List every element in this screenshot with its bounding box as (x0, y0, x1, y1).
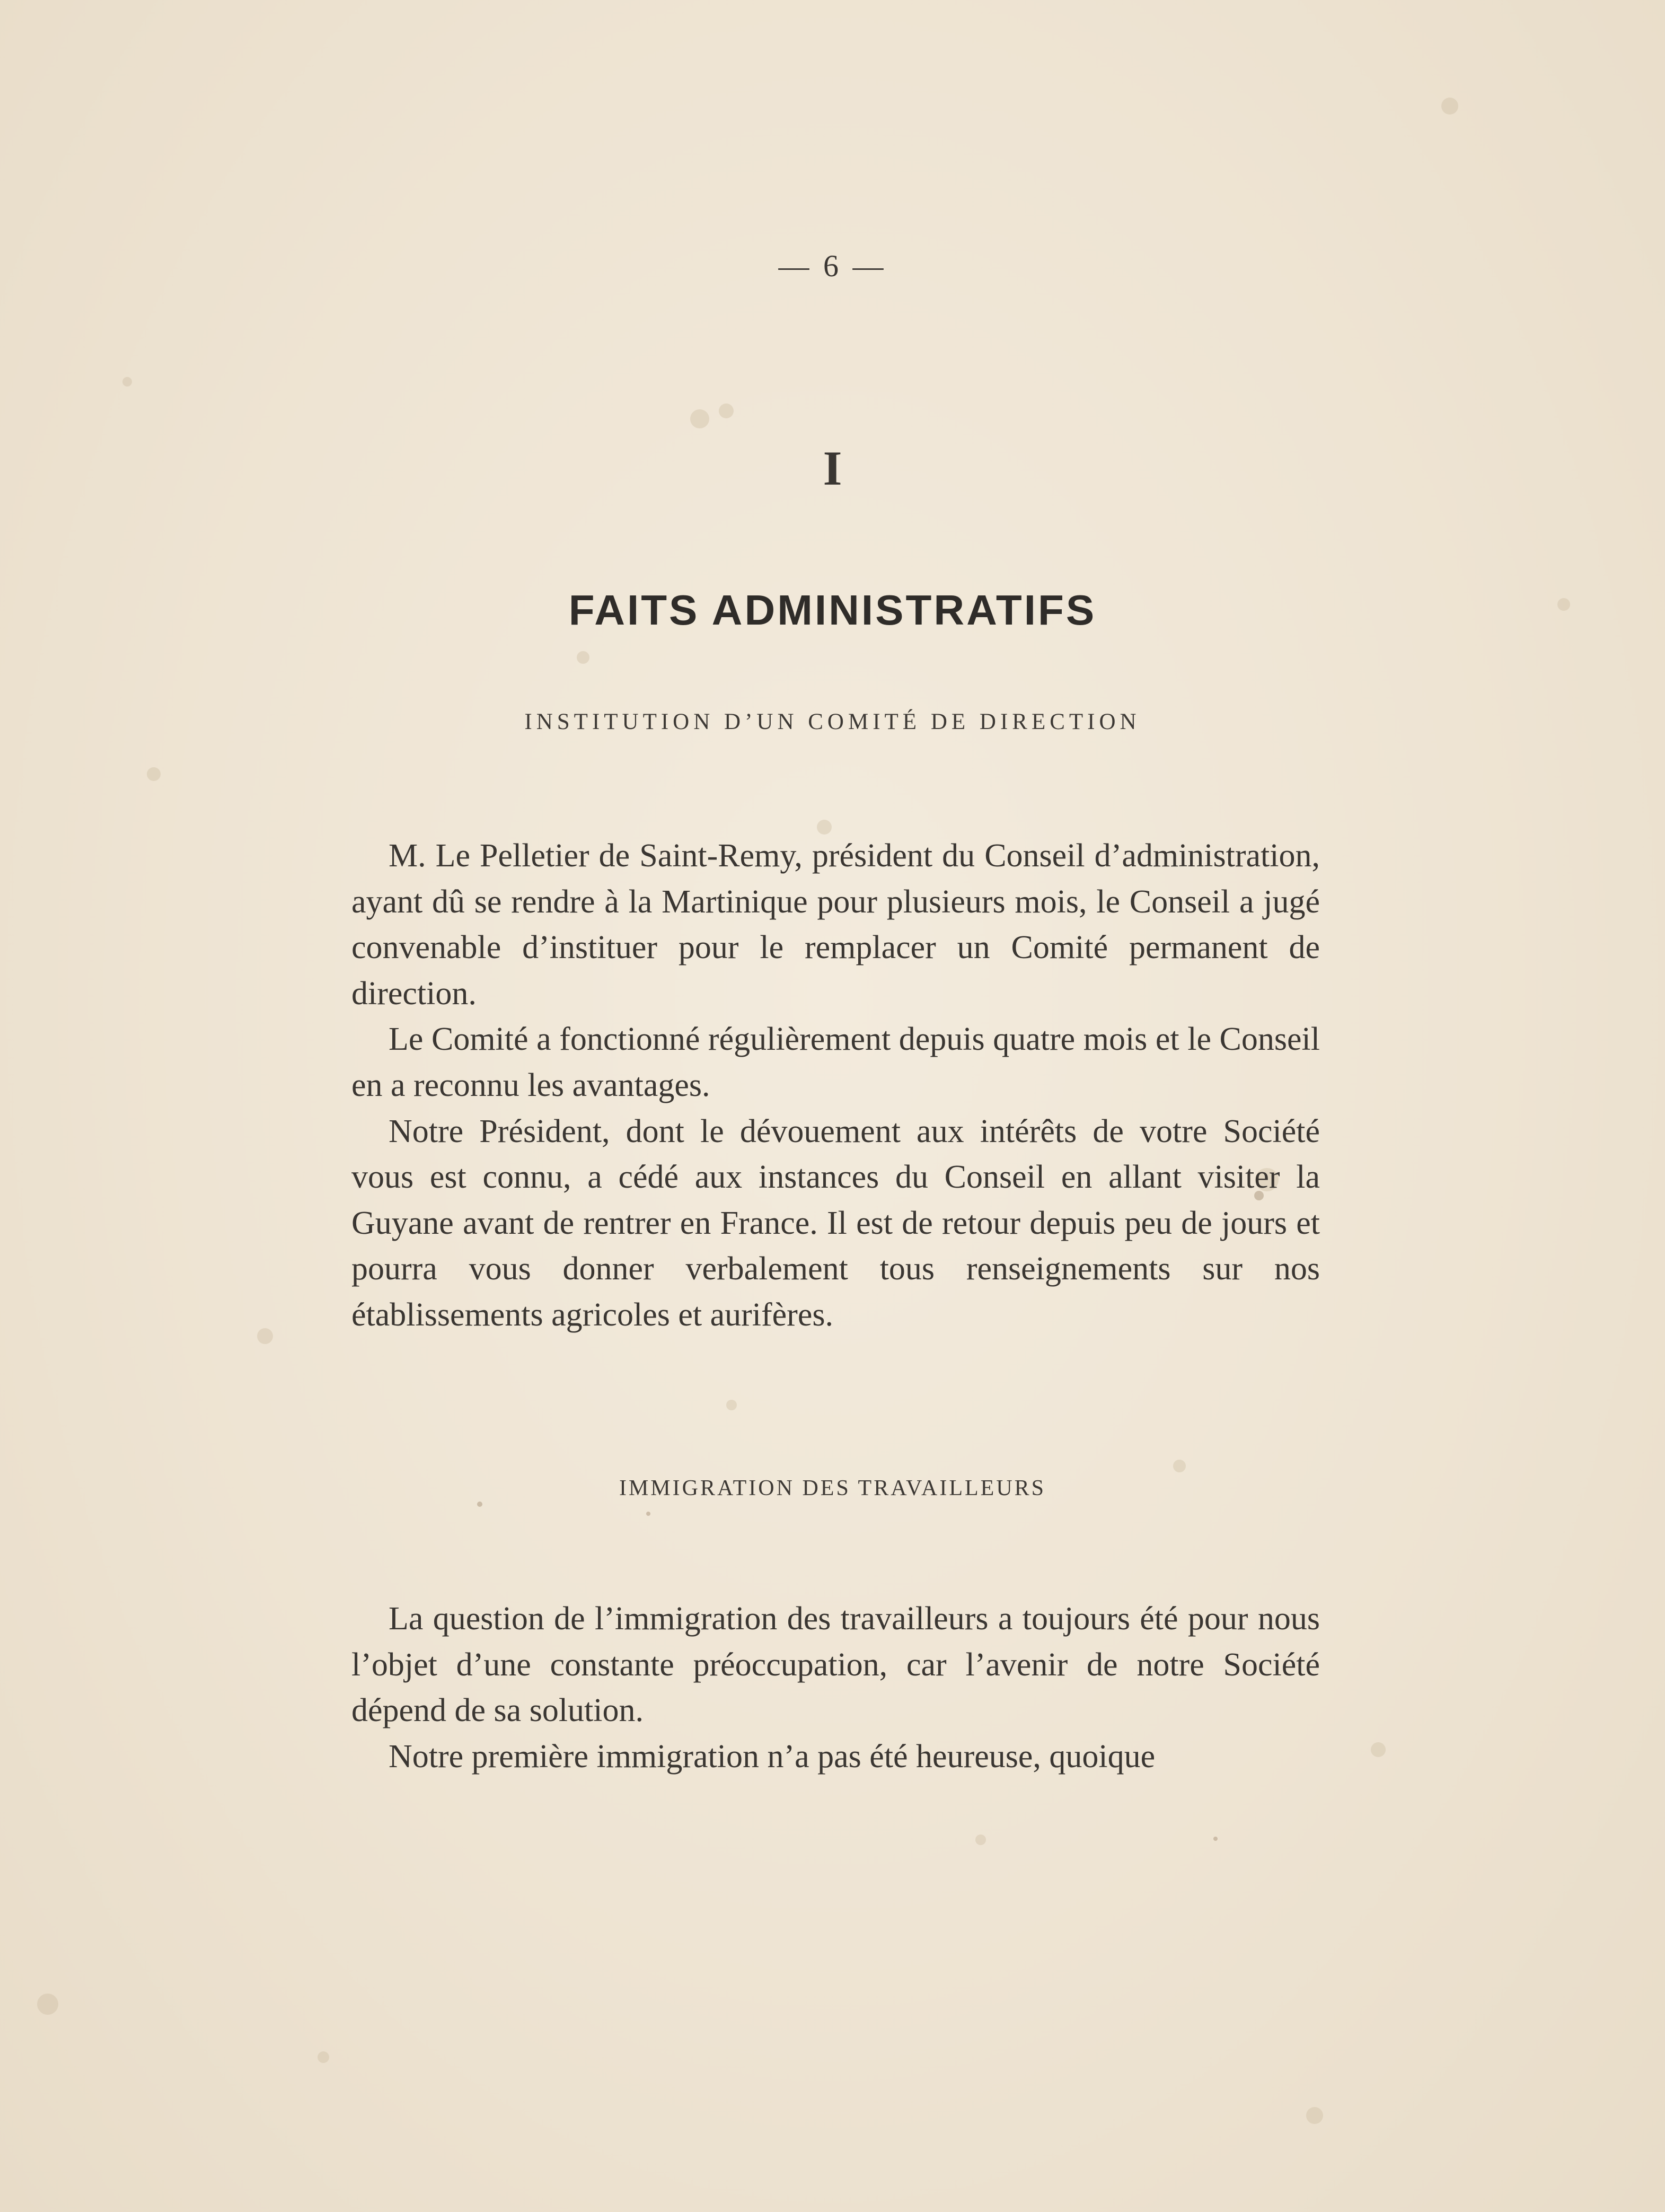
page-number: — 6 — (778, 249, 887, 283)
paragraph: La question de l’immigration des travailleurs a toujours été pour nous l’objet d’une constante préoccupation, car l’avenir de notre Société dépend de sa solution. (351, 1601, 1320, 1729)
paragraph: Notre Président, dont le dévouement aux intérêts de votre Société vous est connu, a cédé aux instances du Conseil en allant visiter la Guyane avant de rentrer en France. Il est de retour depuis peu de jours et pourra vous donner verbalement tous renseignements sur nos établissements agricoles et aurifères. (351, 1113, 1320, 1333)
section-title: FAITS ADMINISTRATIFS (568, 586, 1097, 634)
paragraph: Notre première immigration n’a pas été heureuse, quoique (389, 1738, 1156, 1775)
section2-body (351, 1596, 1320, 1779)
paragraph: Le Comité a fonctionné régulièrement depuis quatre mois et le Conseil en a reconnu les avantages. (351, 1021, 1320, 1103)
section-numeral: I (823, 441, 842, 495)
subheading-immigration: IMMIGRATION DES TRAVAILLEURS (619, 1476, 1046, 1500)
paragraph: M. Le Pelletier de Saint-Remy, président du Conseil d’administration, ayant dû se rendre à la Martinique pour plusieurs mois, le Conseil a jugé convenable d’instituer pour le remplacer un Comité permanent de direction. (351, 838, 1320, 1012)
section1-body (351, 833, 1320, 1338)
subheading-comite: INSTITUTION D’UN COMITÉ DE DIRECTION (524, 709, 1141, 734)
